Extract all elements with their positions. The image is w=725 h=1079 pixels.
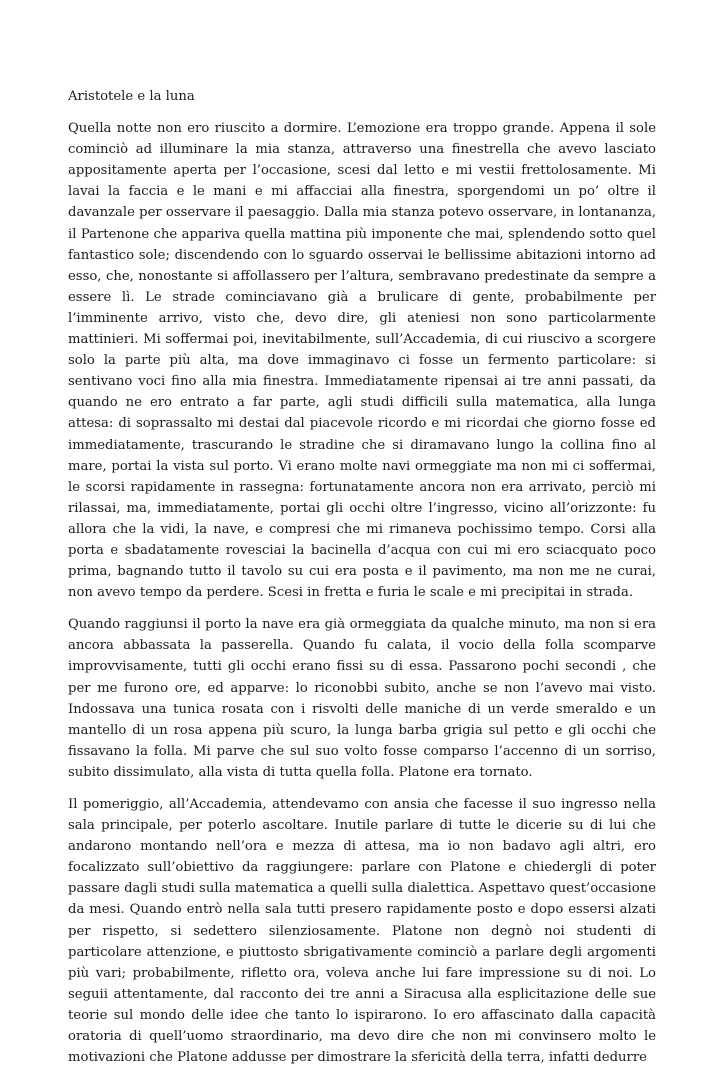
paragraph-2: Quando raggiunsi il porto la nave era già ormeggiata da qualche minuto, ma non si era ancora abbassata la passerella. Quando fu calata, il vocio della folla scomparve improvvisamente, tutti gli occhi erano fissi su di essa. Passarono pochi secondi , che per me furono ore, ed apparve: lo riconobbi subito, anche se non l’avevo mai visto. Indossava una tunica rosata con i risvolti delle maniche di un verde smeraldo e un mantello di un rosa appena più scuro, la lunga barba grigia sul petto e gli occhi che fissavano la folla. Mi parve che sul suo volto fosse comparso l’accenno di un sorriso, subito dissimulato, alla vista di tutta quella folla. Platone era tornato. — [68, 617, 656, 780]
document-body — [68, 86, 656, 1079]
paragraph-1: Quella notte non ero riuscito a dormire. L’emozione era troppo grande. Appena il sole cominciò ad illuminare la mia stanza, attraverso una finestrella che avevo lasciato appositamente aperta per l’occasione, scesi dal letto e mi vestii frettolosamente. Mi lavai la faccia e le mani e mi affacciai alla finestra, sporgendomi un po’ oltre il davanzale per osservare il paesaggio. Dalla mia stanza potevo osservare, in lontananza, il Partenone che appariva quella mattina più imponente che mai, splendendo sotto quel fantastico sole; discendendo con lo sguardo osservai le bellissime abitazioni intorno ad esso, che, nonostante si affollassero per l’altura, sembravano predestinate da sempre a essere lì. Le strade cominciavano già a brulicare di gente, probabilmente per l’imminente arrivo, visto che, devo dire, gli ateniesi non sono particolarmente mattinieri. Mi soffermai poi, inevitabilmente, sull’Accademia, di cui riuscivo a scorgere solo la parte più alta, ma dove immaginavo ci fosse un fermento particolare: si sentivano voci fino alla mia finestra. Immediatamente ripensai ai tre anni passati, da quando ne ero entrato a far parte, agli studi difficili sulla matematica, alla lunga attesa: di soprassalto mi destai dal piacevole ricordo e mi ricordai che giorno fosse ed immediatamente, trascurando le stradine che si diramavano lungo la collina fino al mare, portai la vista sul porto. Vi erano molte navi ormeggiate ma non mi ci soffermai, le scorsi rapidamente in rassegna: fortunatamente ancora non era arrivato, perciò mi rilassai, ma, immediatamente, portai gli occhi oltre l’ingresso, vicino all’orizzonte: fu allora che la vidi, la nave, e compresi che mi rimaneva pochissimo tempo. Corsi alla porta e sbadatamente rovesciai la bacinella d’acqua con cui mi ero sciacquato poco prima, bagnando tutto il tavolo su cui era posta e il pavimento, ma non me ne curai, non avevo tempo da perdere. Scesi in fretta e furia le scale e mi precipitai in strada. — [68, 121, 656, 601]
paragraph-3: Il pomeriggio, all’Accademia, attendevamo con ansia che facesse il suo ingresso nella sala principale, per poterlo ascoltare. Inutile parlare di tutte le dicerie su di lui che andarono montando nell’ora e mezza di attesa, ma io non badavo agli altri, ero focalizzato sull’obiettivo da raggiungere: parlare con Platone e chiedergli di poter passare dagli studi sulla matematica a quelli sulla dialettica. Aspettavo quest’occasione da mesi. Quando entrò nella sala tutti presero rapidamente posto e dopo essersi alzati per rispetto, si sedettero silenziosamente. Platone non degnò noi studenti di particolare attenzione, e piuttosto sbrigativamente cominciò a parlare degli argomenti più vari; probabilmente, rifletto ora, voleva anche lui fare impressione su di noi. Lo seguii attentamente, dal racconto dei tre anni a Siracusa alla esplicitazione delle sue teorie sul mondo delle idee che tanto lo ispirarono. Io ero affascinato dalla capacità oratoria di quell’uomo straordinario, ma devo dire che non mi convinsero molto le motivazioni che Platone addusse per dimostrare la sfericità della terra, infatti dedurre — [68, 797, 656, 1066]
document-title: Aristotele e la luna — [68, 89, 195, 104]
